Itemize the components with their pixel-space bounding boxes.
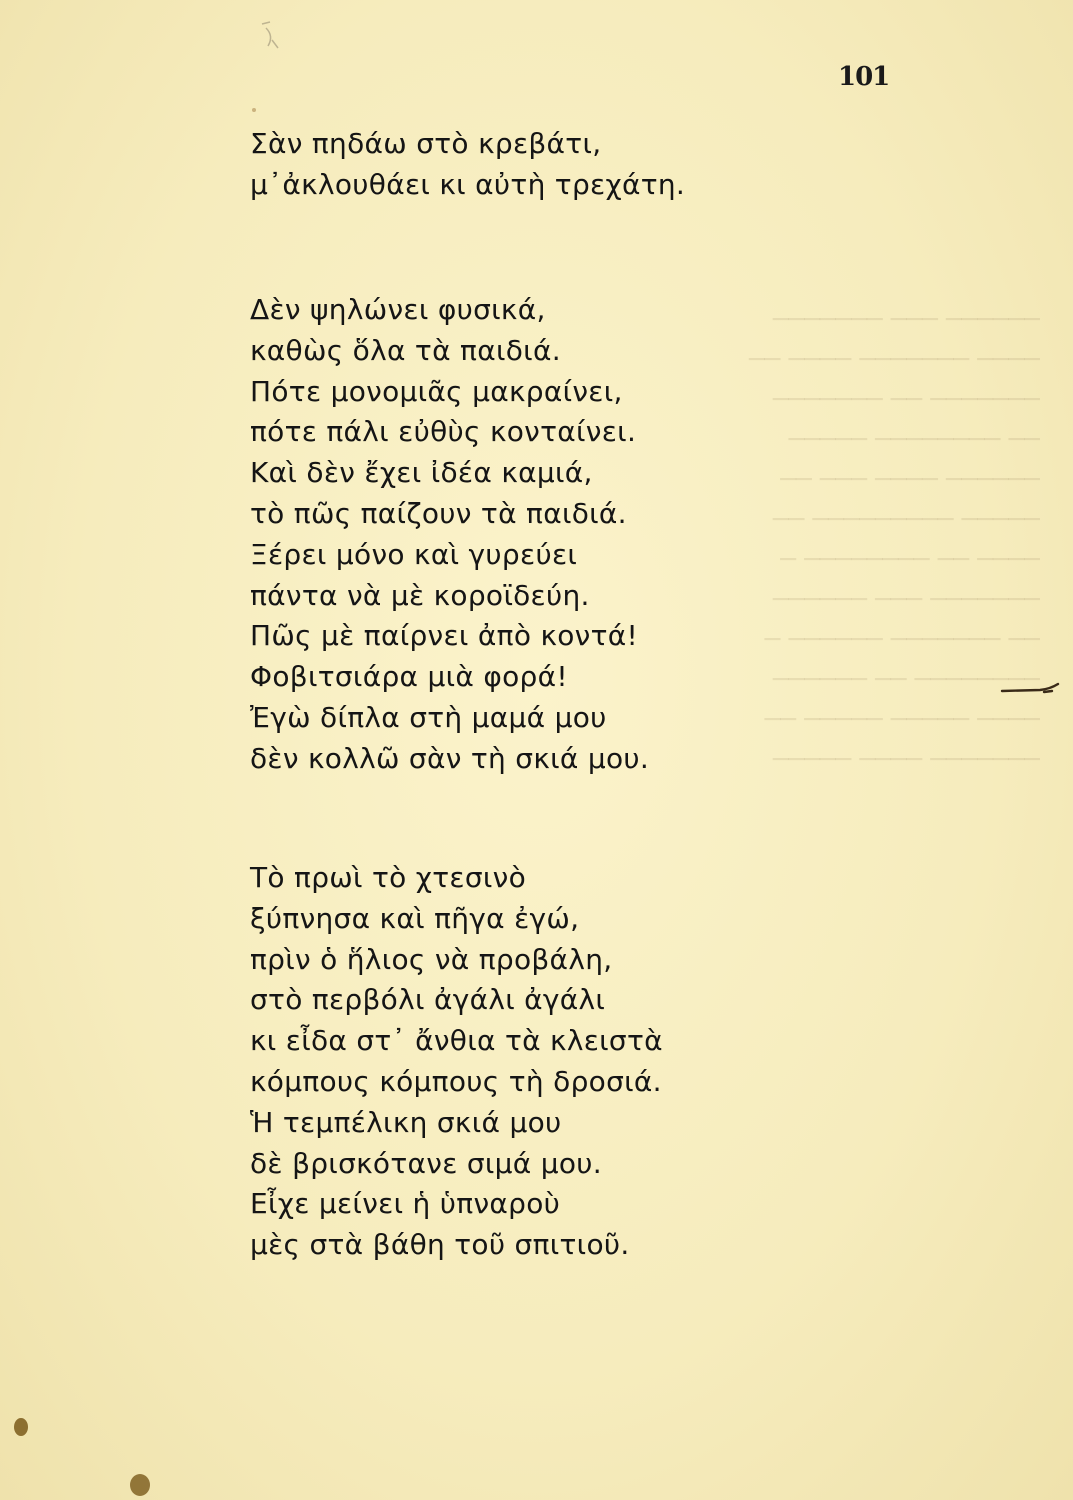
poem-line: Δὲν ψηλώνει φυσικά, xyxy=(250,293,546,326)
poem-line: πρὶν ὁ ἥλιος νὰ προβάλη, xyxy=(250,942,613,976)
poem-line: Ξέρει μόνο καὶ γυρεύει xyxy=(250,537,578,571)
poem-line: μὲς στὰ βάθη τοῦ σπιτιοῦ. xyxy=(250,1228,630,1262)
poem-line: δὲ βρισκότανε σιμά μου. xyxy=(250,1146,602,1180)
bleed-through-text: ────── ─── ─────── ──── ─────── ──── ── ─────── ── ─────── ── ──────── ───── ────── ──── ─── ── ───── ───────── ── ──── ── ──────── ─ ─────── ─── ────── ── ─────── ────── ─ ──────── ── ────── ──── ───── ───── ── ─────── ──── ───── xyxy=(749,305,1040,775)
margin-pen-mark xyxy=(1000,680,1060,700)
poem-line: στὸ περβόλι ἀγάλι ἀγάλι xyxy=(250,983,606,1017)
poem-line: ξύπνησα καὶ πῆγα ἐγώ, xyxy=(250,901,580,935)
poem-stanza-1 xyxy=(250,124,685,206)
poem-line: Εἶχε μείνει ἡ ὑπναροὺ xyxy=(250,1187,561,1221)
poem-line: καθὼς ὅλα τὰ παιδιά. xyxy=(250,333,561,367)
paper-stain xyxy=(252,108,256,112)
pencil-scribble-mark xyxy=(258,18,288,58)
paper-stain xyxy=(14,1418,28,1436)
page-number: 101 xyxy=(838,62,890,92)
poem-stanza-3 xyxy=(250,858,663,1266)
poem-line: Πότε μονομιᾶς μακραίνει, xyxy=(250,374,623,408)
poem-line: Ἐγὼ δίπλα στὴ μαμά μου xyxy=(250,700,607,734)
poem-line: πάντα νὰ μὲ κοροϊδεύη. xyxy=(250,578,590,612)
poem-line: πότε πάλι εὐθὺς κονταίνει. xyxy=(250,415,637,449)
poem-line: τὸ πῶς παίζουν τὰ παιδιά. xyxy=(250,496,627,530)
poem-line: κόμπους κόμπους τὴ δροσιά. xyxy=(250,1064,662,1098)
poem-stanza-2 xyxy=(250,290,649,780)
poem-line: Ἡ τεμπέλικη σκιά μου xyxy=(250,1105,562,1139)
poem-line: Σὰν πηδάω στὸ κρεβάτι, xyxy=(250,127,602,160)
poem-line: Φοβιτσιάρα μιὰ φορά! xyxy=(250,660,568,694)
poem-line: Πῶς μὲ παίρνει ἀπὸ κοντά! xyxy=(250,619,639,653)
poem-line: Τὸ πρωὶ τὸ χτεσινὸ xyxy=(250,861,527,894)
paper-stain xyxy=(130,1474,150,1496)
poem-line: κι εἶδα στ᾽ ἄνθια τὰ κλειστὰ xyxy=(250,1024,663,1058)
poem-line: Καὶ δὲν ἔχει ἰδέα καμιά, xyxy=(250,456,593,490)
poem-line: δὲν κολλῶ σὰν τὴ σκιά μου. xyxy=(250,741,650,775)
poem-line: μ᾽ἀκλουθάει κι αὐτὴ τρεχάτη. xyxy=(250,167,686,201)
